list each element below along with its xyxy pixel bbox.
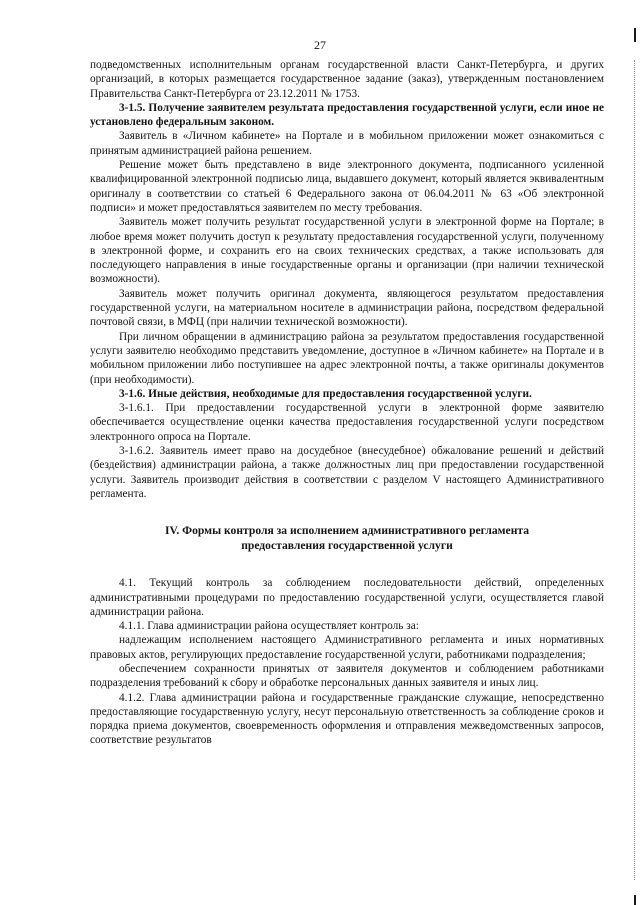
paragraph: 3-1.6.2. Заявитель имеет право на досудебное (внесудебное) обжалование решений и действий (бездействия) администрации района, а также должностных лиц при предоставлении государственной услуги. Заявитель производит действия в соответствии с разделом V настоящего Административного регламента. [90, 445, 604, 500]
paragraph: 4.1.1. Глава администрации района осуществляет контроль за: [119, 620, 419, 633]
paragraph: При личном обращении в администрацию района за результатом предоставления государственной услуги заявителю необходимо представить уведомление, доступное в «Личном кабинете» на Портале и в мобильном приложении либо поступившее на адрес электронной почты, а также оригиналы документов (при необходимости). [90, 330, 604, 386]
document-body [90, 58, 604, 748]
page-number: 27 [314, 38, 326, 52]
paragraph: 3-1.6.1. При предоставлении государственной услуги в электронной форме заявителю обеспечивается осуществление оценки качества предоставления государственной услуги посредством электронного опроса на Портале. [90, 402, 604, 443]
subsection-heading-3-1-5: 3-1.5. Получение заявителем результата предоставления государственной услуги, если иное не установлено федеральным законом. [90, 101, 604, 129]
subsection-heading-3-1-6: 3-1.6. Иные действия, необходимые для предоставления государственной услуги. [119, 387, 532, 400]
paragraph: Заявитель может получить оригинал документа, являющегося результатом предоставления государственной услуги, на материальном носителе в администрации района, посредством федеральной почтовой связи, в МФЦ (при наличии технической возможности). [90, 287, 604, 329]
paragraph: надлежащим исполнением настоящего Административного регламента и иных нормативных правовых актов, регулирующих предоставление государственной услуги, работниками подразделения; [90, 634, 604, 661]
paragraph-continuation: подведомственных исполнительным органам государственной власти Санкт-Петербурга, и других организаций, в которых размещается государственное задание (заказ), утвержденным постановлением Правительства Санкт-Петербурга от 23.12.2011 № 1753. [90, 59, 604, 100]
paragraph: Заявитель может получить результат государственной услуги в электронной форме на Портале; в любое время может получить доступ к результату предоставления государственной услуги, полученному в электронной форме, и сохранить его на своих технических средствах, а также использовать для последующего направления в иные государственные органы и организации (при наличии технической возможности). [90, 216, 604, 286]
section-heading-line: предоставления государственной услуги [241, 539, 453, 553]
scan-edge-mark [634, 895, 636, 905]
paragraph: Решение может быть представлено в виде электронного документа, подписанного усиленной квалифицированной электронной подписью лица, выдавшего документ, который является эквивалентным оригиналу в соответствии со статьей 6 Федерального закона от 06.04.2011 № 63 «Об электронной подписи» и может предоставляться заявителем по месту требования. [90, 159, 604, 214]
scan-edge-mark [634, 28, 636, 42]
section-heading-line: IV. Формы контроля за исполнением административного регламента [164, 524, 530, 538]
section-heading-iv [90, 523, 604, 553]
paragraph: 4.1. Текущий контроль за соблюдением последовательности действий, определенных административными процедурами по предоставлению государственной услуги, осуществляется главой администрации района. [90, 577, 604, 618]
scan-edge-dots [633, 60, 635, 880]
paragraph: 4.1.2. Глава администрации района и государственные гражданские служащие, непосредственно предоставляющие государственную услугу, несут персональную ответственность за соблюдение сроков и порядка приема документов, своевременность оформления и отправления межведомственных запросов, соответствие результатов [90, 691, 604, 747]
paragraph: Заявитель в «Личном кабинете» на Портале и в мобильном приложении может ознакомиться с принятым администрацией района решением. [90, 130, 604, 157]
paragraph: обеспечением сохранности принятых от заявителя документов и соблюдением работниками подразделения требований к сбору и обработке персональных данных заявителя и иных лиц. [90, 662, 604, 690]
